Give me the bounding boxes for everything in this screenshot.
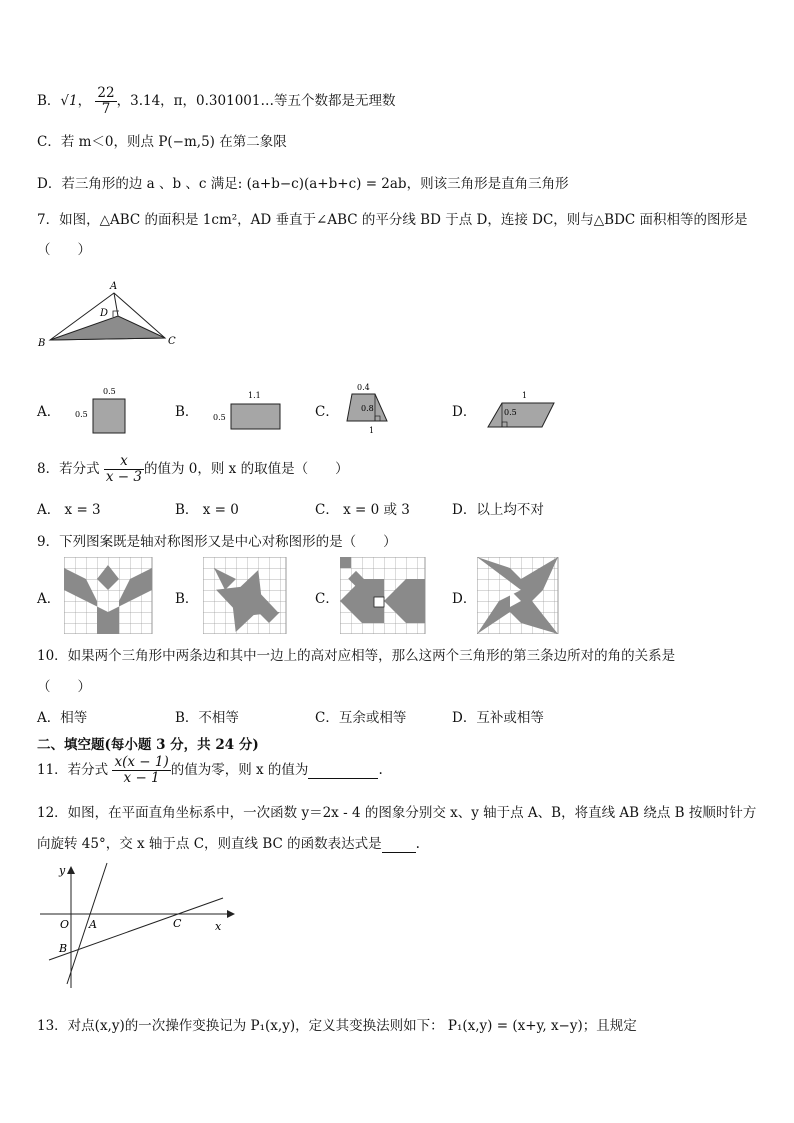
q7-option-a-figure [72, 384, 132, 438]
q10-option-a: A．相等 [37, 710, 88, 726]
q7-option-d-figure [484, 388, 560, 432]
q11-suffix: 的值为零，则 x 的值为 [170, 762, 309, 778]
q7-a-square [93, 399, 125, 433]
q7-option-d-label: D． [452, 404, 477, 420]
q6-b-sep: ， [77, 93, 92, 109]
q7-c-top: 0.4 [357, 383, 370, 392]
q7-label-b: B [38, 338, 46, 349]
q7-c-height: 0.8 [361, 404, 374, 413]
q8-option-c: C． x = 0 或 3 [315, 502, 410, 518]
q12-label-a: A [89, 918, 97, 931]
q9-option-b-figure [203, 557, 287, 634]
q12-label-y: y [59, 864, 66, 877]
q8-fraction [104, 454, 144, 485]
q11-fraction [112, 755, 170, 786]
q7-figure [30, 278, 190, 350]
q7-option-b-figure [210, 384, 290, 438]
q7-option-c-figure [340, 380, 400, 436]
q8-suffix: 的值为 0，则 x 的取值是（ ） [144, 461, 349, 477]
q8-option-d: D．以上均不对 [452, 502, 544, 518]
q11-frac-num: x(x − 1) [114, 754, 169, 770]
q6-c-label: C． [37, 134, 61, 150]
q12-line-2-text: 向旋转 45°，交 x 轴于点 C，则直线 BC 的函数表达式是 [37, 836, 382, 852]
q6-c-text: 若 m＜0，则点 P(−m,5) 在第二象限 [60, 134, 287, 150]
q7-b-rectangle [231, 404, 280, 429]
q8-prefix: 8．若分式 [37, 461, 100, 477]
q7-stem: 7．如图，△ABC 的面积是 1cm²，AD 垂直于∠ABC 的平分线 BD 于点 D，连接 DC，则与△BDC 面积相等的图形是 [37, 212, 748, 228]
q9-c-corner-square [340, 557, 351, 568]
q12-figure [35, 860, 235, 990]
q13-stem: 13．对点(x,y)的一次操作变换记为 P₁(x,y)，定义其变换法则如下： P₁(x,y) = (x+y, x−y)；且规定 [37, 1018, 637, 1034]
q9-option-d-label: D． [452, 591, 477, 607]
q12-x-arrow [227, 910, 235, 918]
q8-frac-den: x − 3 [105, 469, 142, 485]
q8-option-a: A． x = 3 [37, 502, 101, 518]
q12-line-2 [37, 832, 420, 853]
q11-frac-den: x − 1 [123, 770, 160, 786]
q12-label-o: O [60, 918, 70, 931]
q9-c-center-square [374, 597, 384, 607]
q11-stem [37, 755, 383, 786]
q12-answer-blank[interactable] [382, 836, 416, 853]
q7-option-a-label: A． [37, 404, 61, 420]
q12-line-ab [67, 863, 107, 984]
q6-b-frac-den: 7 [101, 101, 111, 117]
q9-option-d-figure [477, 557, 559, 634]
q7-b-side: 0.5 [213, 413, 226, 422]
q8-option-b: B． x = 0 [175, 502, 239, 518]
q9-option-c-label: C． [315, 591, 339, 607]
q11-end: . [378, 762, 383, 778]
q6-d-text: 若三角形的边 a 、b 、c 满足: (a+b−c)(a+b+c) = 2ab，则该三角形是直角三角形 [61, 176, 569, 192]
q12-line-bc [49, 898, 223, 960]
q9-option-a-label: A． [37, 591, 61, 607]
q8-frac-num: x [104, 454, 144, 470]
q12-y-arrow [67, 866, 75, 874]
q7-b-top: 1.1 [248, 391, 261, 400]
q7-label-d: D [100, 308, 109, 319]
q11-prefix: 11．若分式 [37, 762, 109, 778]
q10-option-d: D．互补或相等 [452, 710, 544, 726]
q6-b-sqrt: √1 [60, 93, 78, 109]
q9-stem: 9．下列图案既是轴对称图形又是中心对称图形的是（ ） [37, 534, 397, 550]
section-2-title: 二、填空题(每小题 3 分，共 24 分) [37, 737, 259, 753]
q7-a-side: 0.5 [75, 410, 88, 419]
q7-option-c-label: C． [315, 404, 339, 420]
q11-answer-blank[interactable] [308, 762, 378, 779]
q6-d-label: D． [37, 176, 62, 192]
q8-stem [37, 454, 349, 485]
q7-d-parallelogram [488, 403, 554, 427]
q12-line-1: 12．如图，在平面直角坐标系中，一次函数 y＝2x - 4 的图象分别交 x、y 轴于点 A、B，将直线 AB 绕点 B 按顺时针方 [37, 805, 757, 821]
q6-b-label: B． [37, 93, 61, 109]
q7-shaded-triangle [50, 316, 165, 340]
q6-b-frac-num: 22 [97, 85, 115, 101]
q7-label-a: A [110, 281, 118, 292]
q10-option-b: B．不相等 [175, 710, 239, 726]
q7-a-top: 0.5 [103, 387, 116, 396]
q12-end: . [415, 836, 420, 852]
q9-option-c-figure [340, 557, 426, 634]
q6-b-rest: ，3.14，π，0.301001…等五个数都是无理数 [116, 93, 396, 109]
q7-c-bottom: 1 [369, 426, 375, 435]
q6-b-fraction [95, 86, 116, 117]
q12-label-c: C [173, 917, 182, 930]
q7-paren: （ ） [37, 242, 91, 258]
q10-paren: （ ） [37, 679, 91, 695]
q7-option-b-label: B． [175, 404, 199, 420]
q7-d-height: 0.5 [504, 408, 517, 417]
q12-label-x: x [215, 920, 222, 933]
q12-label-b: B [59, 942, 68, 955]
q6-option-d [37, 172, 569, 192]
q10-stem: 10．如果两个三角形中两条边和其中一边上的高对应相等，那么这两个三角形的第三条边所对的角的关系是 [37, 648, 676, 664]
q9-option-b-label: B． [175, 591, 199, 607]
q9-option-a-figure [64, 557, 153, 634]
q7-d-top: 1 [522, 391, 528, 400]
q6-option-b [37, 86, 395, 117]
q10-option-c: C．互余或相等 [315, 710, 407, 726]
q7-label-c: C [168, 336, 176, 347]
q6-option-c [37, 130, 287, 150]
